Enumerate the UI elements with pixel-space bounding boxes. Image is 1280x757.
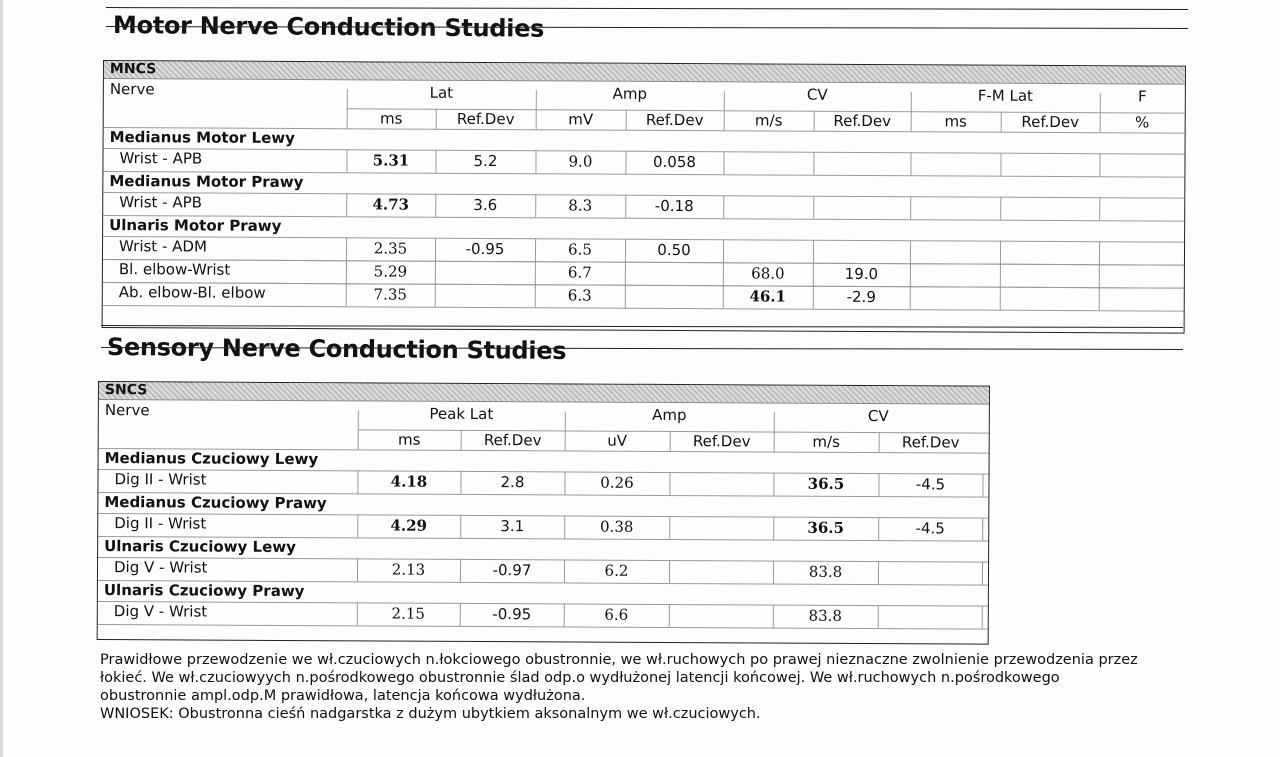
mncs-group-header: F: [1137, 87, 1147, 106]
mncs-nerve-header: Nerve: [109, 80, 155, 99]
mncs-cell-divider: [910, 286, 911, 309]
mncs-cell-divider: [1099, 287, 1100, 310]
sncs-unit-divider: [565, 430, 566, 450]
sncs-group-divider: [565, 411, 566, 430]
mncs-site-label: Wrist - APB: [119, 149, 203, 168]
mncs-cell-divider: [910, 196, 911, 219]
sncs-nerve-name: Medianus Czuciowy Prawy: [104, 493, 327, 513]
sncs-group-header: Amp: [652, 405, 687, 425]
mncs-nerve-name: Medianus Motor Prawy: [109, 172, 304, 192]
sncs-site-label: Dig V - Wrist: [113, 602, 208, 621]
mncs-nerve-name: Ulnaris Motor Prawy: [109, 216, 282, 235]
sncs-cell-cv: 83.8: [808, 606, 843, 625]
mncs-cell-divider: [1000, 241, 1001, 264]
scan-page-edge: [0, 0, 3, 757]
sncs-unit-header: Ref.Dev: [483, 431, 542, 450]
sncs-unit-divider: [879, 432, 880, 452]
mncs-cell-divider: [1000, 287, 1001, 310]
mncs-unit-header: Ref.Dev: [456, 109, 515, 129]
mncs-group-header: CV: [806, 85, 828, 104]
sncs-nerve-name: Ulnaris Czuciowy Lewy: [104, 537, 296, 557]
sncs-cell-lat-ref: 3.1: [500, 517, 525, 536]
mncs-cell-divider: [1099, 241, 1100, 264]
mncs-cell-amp: 8.3: [568, 196, 593, 215]
mncs-unit-divider: [1001, 112, 1002, 132]
mncs-group-divider: [1100, 93, 1101, 112]
conclusion-line-2: łokieć. We wł.czuciowyych n.pośrodkowego obustronnie ślad odp.o wydłużonej latencji końcowej. We wł.ruchowych n.pośrodkowego: [100, 670, 1060, 686]
mncs-cell-lat: 5.29: [373, 262, 408, 281]
mncs-cell-divider: [813, 196, 814, 219]
sncs-group-header: CV: [867, 407, 889, 426]
sncs-unit-divider: [774, 432, 775, 452]
mncs-table-label: MNCS: [109, 61, 157, 78]
mncs-cell-cv: 68.0: [751, 264, 785, 283]
mncs-cell-lat: 5.31: [372, 151, 410, 170]
mncs-cell-divider: [1000, 197, 1001, 220]
mncs-cell-amp-ref: 0.50: [657, 240, 691, 260]
sncs-section-title: Sensory Nerve Conduction Studies: [106, 333, 567, 366]
mncs-top-rule: [106, 7, 1188, 10]
sncs-cell-lat-ref: -0.97: [492, 561, 532, 580]
mncs-cell-amp: 6.7: [567, 263, 592, 282]
sncs-cell-divider: [669, 472, 670, 495]
mncs-cell-divider: [1099, 197, 1100, 220]
mncs-cell-cv-ref: 19.0: [844, 264, 879, 284]
mncs-cell-divider: [813, 240, 814, 263]
mncs-cell-lat-ref: 3.6: [473, 195, 498, 215]
sncs-nerve-header: Nerve: [104, 401, 150, 420]
mncs-cell-divider: [625, 285, 626, 308]
sncs-group-divider: [774, 413, 775, 432]
sncs-unit-header: Ref.Dev: [692, 432, 751, 451]
sncs-unit-divider: [461, 430, 462, 450]
mncs-group-header: Amp: [612, 84, 648, 103]
sncs-cell-cv-ref: -4.5: [915, 475, 946, 494]
mncs-unit-divider: [724, 110, 725, 130]
mncs-unit-divider: [1100, 112, 1101, 132]
mncs-cell-divider: [1184, 154, 1185, 177]
mncs-nerve-name: Medianus Motor Lewy: [109, 128, 295, 148]
mncs-cell-divider: [435, 284, 436, 307]
sncs-cell-divider: [982, 562, 983, 585]
mncs-cell-divider: [1000, 153, 1001, 176]
mncs-cell-divider: [1184, 198, 1185, 221]
mncs-cell-divider: [723, 239, 724, 262]
sncs-cell-amp: 6.2: [604, 561, 629, 580]
sncs-unit-header: ms: [397, 430, 421, 449]
mncs-cell-divider: [813, 152, 814, 175]
sncs-site-label: Dig V - Wrist: [113, 558, 208, 577]
mncs-site-label: Wrist - ADM: [118, 237, 207, 256]
mncs-group-divider: [724, 91, 725, 110]
sncs-cell-lat: 4.29: [390, 516, 428, 535]
mncs-unit-divider: [814, 111, 815, 131]
mncs-cell-divider: [1099, 264, 1100, 287]
mncs-cell-divider: [1184, 265, 1185, 288]
sncs-unit-header: Ref.Dev: [901, 433, 960, 452]
sncs-cell-divider: [878, 561, 879, 584]
mncs-group-header: F-M Lat: [977, 86, 1033, 105]
sncs-cell-lat-ref: 2.8: [500, 473, 525, 492]
sncs-nerve-name: Ulnaris Czuciowy Prawy: [103, 581, 305, 601]
mncs-cell-divider: [910, 152, 911, 175]
sncs-cell-divider: [878, 605, 879, 628]
mncs-cell-lat-ref: 5.2: [473, 151, 498, 171]
mncs-unit-header: ms: [944, 112, 967, 131]
sncs-unit-divider: [670, 431, 671, 451]
mncs-unit-header: mV: [568, 110, 594, 129]
mncs-unit-header: %: [1134, 113, 1150, 132]
sncs-cell-divider: [669, 560, 670, 583]
sncs-header-bar: [99, 382, 989, 405]
mncs-cell-amp-ref: 0.058: [652, 152, 696, 172]
mncs-cell-divider: [723, 151, 724, 174]
sncs-cell-lat: 2.15: [391, 604, 426, 623]
mncs-group-divider: [911, 92, 912, 111]
mncs-unit-divider: [626, 110, 627, 130]
conclusion-line-4: WNIOSEK: Obustronna cieśń nadgarstka z dużym ubytkiem aksonalnym we wł.czuciowych.: [100, 706, 761, 722]
mncs-unit-divider: [436, 109, 437, 129]
mncs-unit-divider: [911, 111, 912, 131]
mncs-site-label: Bl. elbow-Wrist: [118, 260, 231, 279]
sncs-site-label: Dig II - Wrist: [114, 470, 207, 489]
mncs-unit-divider: [536, 109, 537, 129]
mncs-cell-amp: 6.5: [568, 240, 592, 259]
sncs-table: [97, 381, 990, 645]
mncs-cell-amp: 6.3: [567, 286, 592, 305]
mncs-row-line: [103, 305, 1184, 312]
mncs-cell-divider: [1000, 264, 1001, 287]
sncs-cell-cv-ref: -4.5: [915, 519, 945, 538]
sncs-cell-amp: 0.38: [599, 517, 634, 536]
mncs-cell-lat: 2.35: [373, 239, 408, 258]
mncs-unit-header: ms: [379, 109, 403, 128]
mncs-header-bar: [104, 61, 1185, 85]
sncs-cell-divider: [982, 474, 983, 497]
mncs-cell-divider: [435, 261, 436, 284]
conclusion-line-1: Prawidłowe przewodzenie we wł.czuciowych n.łokciowego obustronnie, we wł.ruchowych po prawej nieznaczne zwolnienie przewodzenia przez: [100, 652, 1138, 668]
sncs-cell-divider: [982, 606, 983, 629]
mncs-unit-header: Ref.Dev: [833, 111, 892, 131]
mncs-cell-divider: [910, 263, 911, 286]
mncs-cell-divider: [1184, 288, 1185, 311]
sncs-cell-lat-ref: -0.95: [492, 605, 532, 624]
mncs-cell-cv-ref: -2.9: [846, 287, 876, 307]
mncs-site-label: Wrist - APB: [119, 193, 203, 212]
sncs-cell-cv: 36.5: [807, 474, 845, 493]
mncs-group-divider: [536, 90, 537, 109]
conclusion-line-3: obustronnie ampl.odp.M prawidłowa, latencja końcowa wydłużona.: [100, 688, 586, 704]
sncs-group-header: Peak Lat: [429, 404, 494, 424]
sncs-cell-lat: 2.13: [391, 560, 426, 579]
sncs-nerve-name: Medianus Czuciowy Lewy: [104, 449, 319, 469]
mncs-cell-amp: 9.0: [568, 152, 593, 171]
mncs-cell-divider: [723, 195, 724, 218]
sncs-unit-header: uV: [607, 431, 628, 450]
mncs-cell-divider: [1099, 153, 1100, 176]
mncs-site-label: Ab. elbow-Bl. elbow: [118, 283, 266, 302]
sncs-cell-cv: 36.5: [807, 518, 845, 537]
sncs-cell-divider: [669, 516, 670, 539]
mncs-cell-lat: 4.73: [372, 195, 410, 214]
mncs-cell-divider: [910, 240, 911, 263]
sncs-cell-divider: [669, 604, 670, 627]
mncs-cell-amp-ref: -0.18: [654, 196, 694, 216]
mncs-cell-divider: [1184, 242, 1185, 265]
sncs-cell-cv: 83.8: [808, 562, 843, 581]
mncs-section-title: Motor Nerve Conduction Studies: [112, 11, 545, 43]
mncs-unit-header: m/s: [754, 111, 783, 130]
sncs-cell-amp: 6.6: [604, 605, 629, 624]
mncs-cell-lat: 7.35: [373, 285, 408, 304]
sncs-cell-divider: [982, 518, 983, 541]
mncs-unit-header: Ref.Dev: [1021, 112, 1080, 132]
sncs-site-label: Dig II - Wrist: [114, 514, 207, 533]
sncs-unit-header: m/s: [812, 432, 840, 451]
mncs-group-header: Lat: [429, 83, 454, 102]
mncs-cell-divider: [625, 262, 626, 285]
mncs-unit-header: Ref.Dev: [645, 110, 704, 130]
mncs-cell-lat-ref: -0.95: [465, 239, 505, 259]
sncs-table-label: SNCS: [104, 382, 148, 399]
sncs-cell-amp: 0.26: [600, 473, 634, 492]
mncs-cell-cv: 46.1: [749, 287, 787, 306]
sncs-cell-lat: 4.18: [390, 472, 428, 491]
mncs-table: [102, 60, 1186, 334]
mncs-row-line: [103, 259, 1184, 266]
